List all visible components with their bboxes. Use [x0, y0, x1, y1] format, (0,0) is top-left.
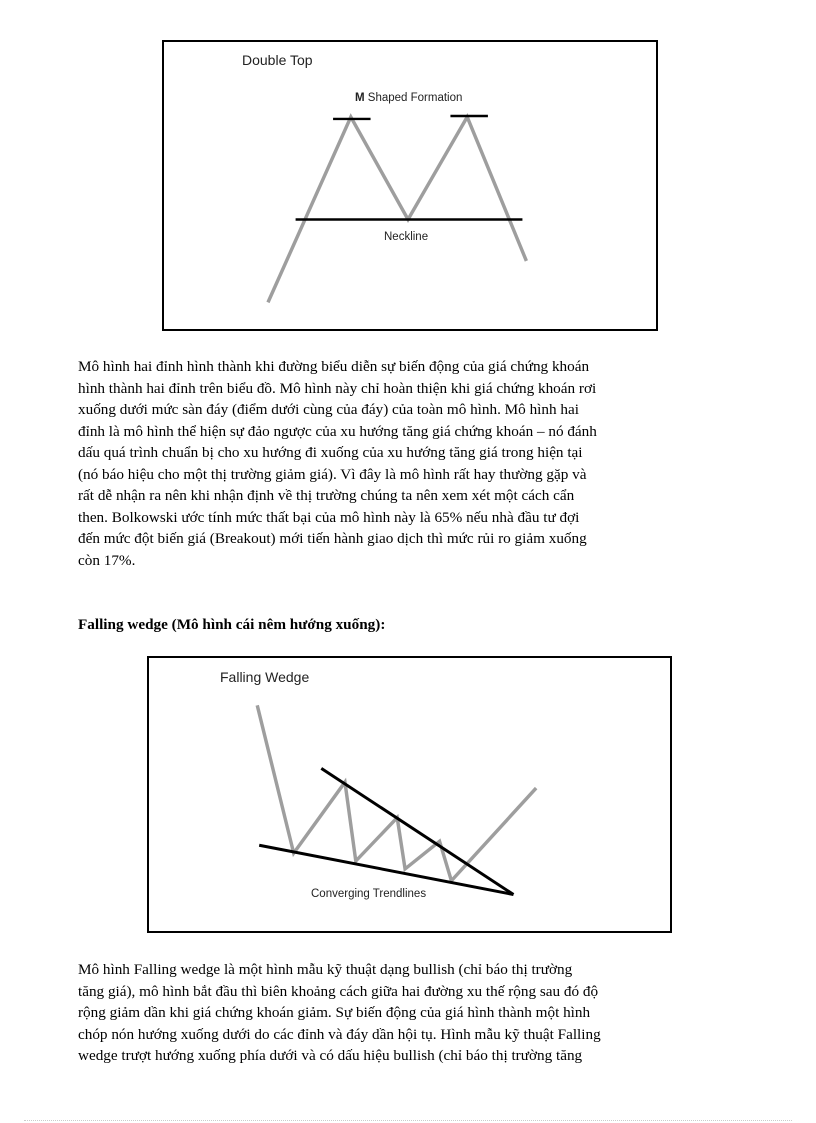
paragraph-line: wedge trượt hướng xuống phía dưới và có dấu hiệu bullish (chỉ báo thị trường tăng [78, 1047, 583, 1064]
paragraph-line: Mô hình hai đỉnh hình thành khi đường biểu diễn sự biến động của giá chứng khoán [78, 358, 590, 375]
double-top-diagram [164, 42, 656, 329]
double-top-price-line [268, 117, 526, 302]
shaped-formation-text: Shaped Formation [364, 92, 463, 104]
section-heading: Falling wedge (Mô hình cái nêm hướng xuống): [78, 616, 386, 633]
m-shaped-formation-label [355, 92, 462, 104]
m-letter: M [355, 92, 365, 104]
falling-wedge-figure [147, 656, 672, 933]
paragraph-line: chóp nón hướng xuống dưới do các đỉnh và đáy dần hội tụ. Hình mẫu kỹ thuật Falling [78, 1025, 601, 1043]
figure2-title: Falling Wedge [220, 669, 310, 685]
paragraph-line: Mô hình Falling wedge là một hình mẫu kỹ thuật dạng bullish (chỉ báo thị trường [78, 961, 573, 978]
paragraph-line: rộng giảm dần khi giá chứng khoán giảm. Sự biến động của giá hình thành một hình [78, 1004, 591, 1021]
paragraph-line: dấu quá trình chuẩn bị cho xu hướng đi xuống của xu hướng tăng giá trong hiện tại [78, 444, 583, 461]
converging-trendlines-label: Converging Trendlines [311, 888, 427, 900]
double-top-figure [162, 40, 658, 331]
paragraph-line: tăng giá), mô hình bắt đầu thì biên khoảng cách giữa hai đường xu thế rộng sau đó độ [78, 982, 599, 1000]
paragraph-line: đến mức đột biến giá (Breakout) mới tiến hành giao dịch thì mức rủi ro giảm xuống [78, 530, 587, 547]
neckline-label: Neckline [384, 231, 429, 243]
figure1-title: Double Top [242, 52, 313, 68]
paragraph-line: còn 17%. [78, 551, 136, 569]
paragraph-line: rất dễ nhận ra nên khi nhận định về thị trường chúng ta nên xem xét một cách cẩn [78, 487, 575, 504]
paragraph-line: xuống dưới mức sàn đáy (điểm dưới cùng của đáy) của toàn mô hình. Mô hình hai [78, 401, 579, 418]
paragraph-line: đỉnh là mô hình thể hiện sự đảo ngược của xu hướng tăng giá chứng khoán – nó đánh [78, 422, 597, 440]
paragraph-line: (nó báo hiệu cho một thị trường giảm giá). Vì đây là mô hình rất hay thường gặp và [78, 465, 587, 483]
page-bottom-rule [24, 1120, 792, 1121]
falling-wedge-paragraph [78, 959, 746, 1067]
double-top-paragraph [78, 356, 746, 571]
paragraph-line: then. Bolkowski ước tính mức thất bại của mô hình này là 65% nếu nhà đầu tư đợi [78, 508, 580, 526]
paragraph-line: hình thành hai đỉnh trên biểu đồ. Mô hình này chỉ hoàn thiện khi giá chứng khoán rơi [78, 379, 597, 397]
